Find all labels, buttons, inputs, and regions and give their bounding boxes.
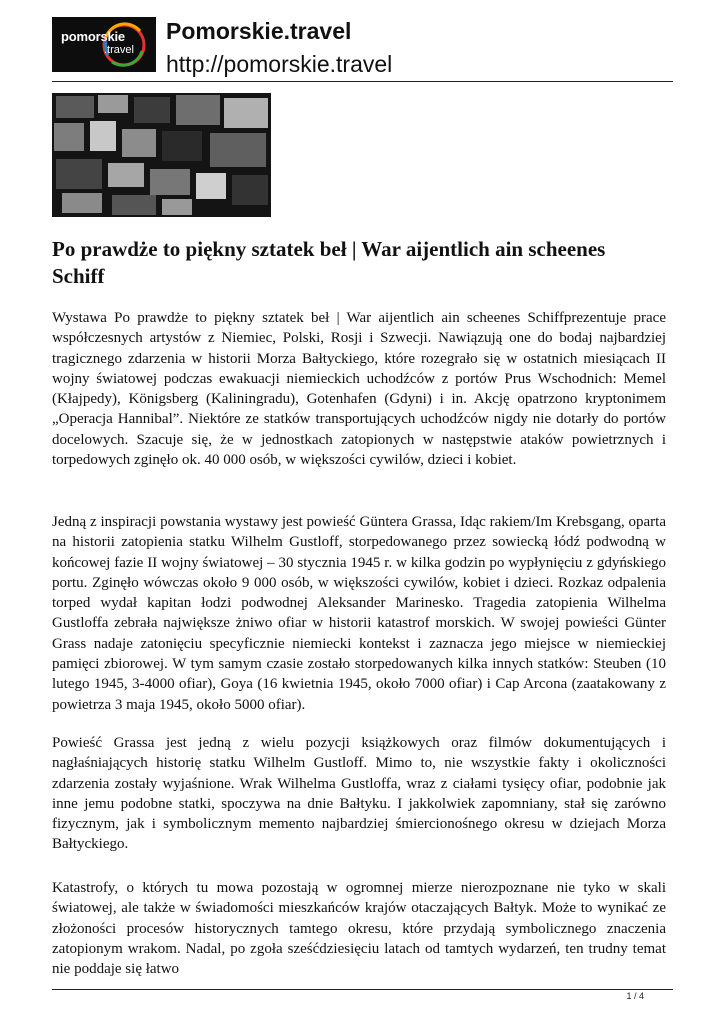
- site-url-link[interactable]: http://pomorskie.travel: [166, 51, 393, 77]
- logo-subtext: .travel: [104, 44, 134, 56]
- photo-collage-image: [52, 93, 271, 217]
- site-logo[interactable]: [52, 17, 156, 72]
- footer-divider: [52, 989, 673, 990]
- article-paragraph-4: Katastrofy, o których tu mowa pozostają w ogromnej mierze nierozpoznane nie tyko w skali światowej, ale także w świadomości mieszkańców krajów otaczających Bałtyk. Może to wynikać ze złożoności procesów historycznych tamtego okresu, które przydają symbolicznego znaczenia zatopionym wrakom. Nadal, po zgoła sześćdziesięciu latach od tamtych wydarzeń, ten trudny temat nie poddaje się łatwo: [52, 880, 666, 978]
- logo-text: pomorskie: [61, 29, 125, 44]
- article-paragraph-3: Powieść Grassa jest jedną z wielu pozycji książkowych oraz filmów dokumentujących i nagłaśniających historię statku Wilhelm Gustloff. Mimo to, nie wszystkie fakty i okoliczności zdarzenia zostały wyjaśnione. Wrak Wilhelma Gustloffa, wraz z ciałami tysięcy ofiar, podobnie jak inne jemu podobne statki, spoczywa na dnie Bałtyku. I jakkolwiek zapomniany, stał się zarówno fizycznym, jak i symbolicznym memento najbardziej śmiercionośnego okresu w dziejach Morza Bałtyckiego.: [52, 735, 666, 853]
- article-paragraph-1: Wystawa Po prawdże to piękny sztatek beł | War aijentlich ain scheenes Schiffprezentuje prace współczesnych artystów z Niemiec, Polski, Rosji i Szwecji. Nawiązują one do bodaj najbardziej tragicznego zdarzenia w historii Morza Bałtyckiego, które rozegrało się w ostatnich miesiącach II wojny światowej podczas ewakuacji niemieckich uchodźców z portów Prus Wschodnich: Memel (Kłajpedy), Königsberg (Kaliningradu), Gotenhafen (Gdyni) i in. Akcję opatrzono kryptonimem „Operacja Hannibal”. Niektóre ze statków transportujących uchodźców nigdy nie dotarły do portów docelowych. Szacuje się, że w jednostkach zatopionych w następstwie ataków powietrznych i torpedowych zginęło ok. 40 000 osób, w większości cywilów, dzieci i kobiet.: [52, 310, 666, 469]
- site-title: Pomorskie.travel: [166, 18, 352, 44]
- article-paragraph-2: Jedną z inspiracji powstania wystawy jest powieść Güntera Grassa, Idąc rakiem/Im Krebsgang, oparta na historii zatopienia statku Wilhelm Gustloff, storpedowanego przez sowiecką łódź podwodną w końcowej fazie II wojny światowej – 30 stycznia 1945 r. w kilka godzin po wypłynięciu z gdyńskiego portu. Zginęło wówczas około 9 000 osób, w większości cywilów, kobiet i dzieci. Rozkaz odpalenia torped wydał kapitan łodzi podwodnej Aleksander Marinesko. Tragedia zatopienia Wilhelma Gustloffa zebrała największe żniwo ofiar w historii katastrof morskich. W swojej powieści Günter Grass nadaje zatonięciu specyficznie niemiecki kontekst i zaznacza jego miejsce w niemieckiej pamięci zbiorowej. W tym samym czasie zostało storpedowanych kilka innych statków: Steuben (10 lutego 1945, 3-4000 ofiar), Goya (16 kwietnia 1945, około 7000 ofiar) i Cap Arcona (zaatakowany z powietrza 3 maja 1945, około 5000 ofiar).: [52, 514, 666, 713]
- article-photo: [52, 93, 271, 217]
- header-divider: [52, 81, 673, 82]
- article-title: Po prawdże to piękny sztatek beł | War aijentlich ain scheenes Schiff: [52, 237, 606, 288]
- page-number: 1 / 4: [626, 991, 644, 1001]
